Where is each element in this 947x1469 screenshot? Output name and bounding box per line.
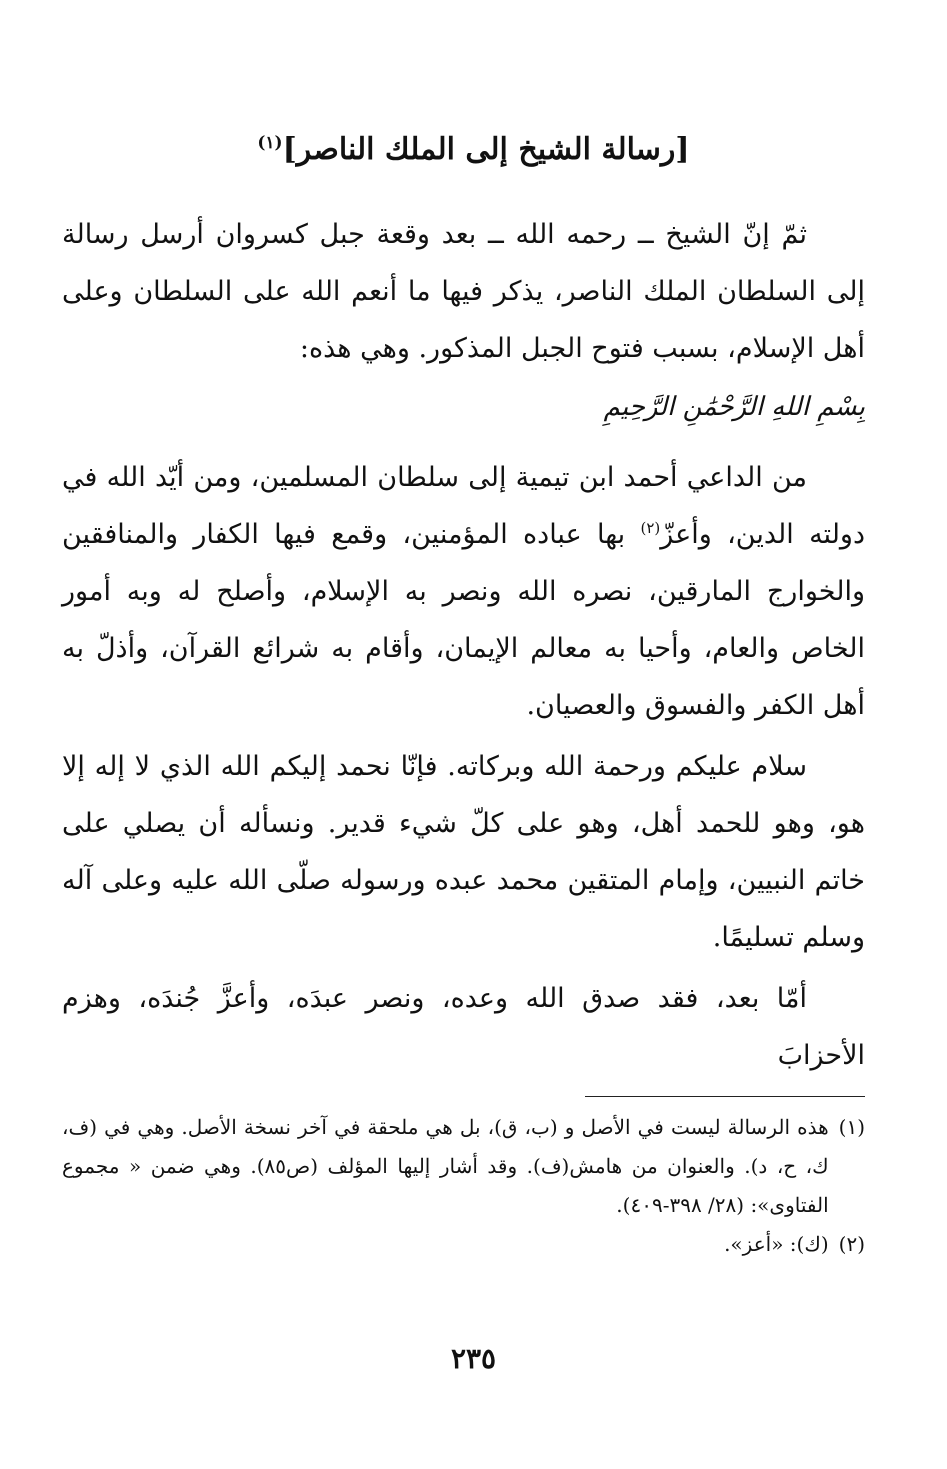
- footnotes: [62, 1108, 865, 1264]
- page-number: ٢٣٥: [450, 1342, 497, 1375]
- basmala-calligraphy: بِسْمِ اللهِ الرَّحْمَٰنِ الرَّحِيمِ: [603, 392, 865, 422]
- letter-opening-paragraph: [62, 449, 865, 734]
- section-title-text: [رسالة الشيخ إلى الملك الناصر]: [282, 132, 690, 167]
- closing-line: أمّا بعد، فقد صدق الله وعده، ونصر عبدَه، وأعزَّ جُندَه، وهزم الأحزابَ: [62, 983, 865, 1071]
- letter-opening-part1: من الداعي أحمد ابن تيمية إلى سلطان المسلمين، ومن أيّد الله في دولته الدين، وأعزّ: [62, 462, 865, 550]
- footnote-divider: [585, 1096, 865, 1097]
- footnote-number: (٢): [838, 1232, 865, 1256]
- footnote-text: (ك): «أعز».: [724, 1232, 829, 1256]
- letter-opening-part2: بها عباده المؤمنين، وقمع فيها الكفار والمنافقين والخوارج المارقين، نصره الله ونصر به الإسلام، وأصلح له وبه أمور الخاص والعام، وأحيا به معالم الإيمان، وأقام به شرائع القرآن، وأذلّ به أهل الكفر والفسوق والعصيان.: [62, 519, 865, 721]
- intro-paragraph: ثمّ إنّ الشيخ ــ رحمه الله ــ بعد وقعة جبل كسروان أرسل رسالة إلى السلطان الملك الناصر، يذكر فيها ما أنعم الله على السلطان وعلى أهل الإسلام، بسبب فتوح الجبل المذكور. وهي هذه:: [62, 219, 865, 364]
- section-title: [60, 128, 887, 172]
- salutation-paragraph: سلام عليكم ورحمة الله وبركاته. فإنّا نحمد إليكم الله الذي لا إله إلا هو، وهو للحمد أهل، وهو على كلّ شيء قدير. ونسأله أن يصلي على خاتم النبيين، وإمام المتقين محمد عبده ورسوله صلّى الله عليه وعلى آله وسلم تسليمًا.: [62, 751, 865, 953]
- footnote-ref-2: (٢): [640, 519, 661, 537]
- footnote-item: [62, 1108, 865, 1225]
- footnote-item: [62, 1225, 865, 1264]
- main-text: [62, 206, 865, 1084]
- footnote-text: هذه الرسالة ليست في الأصل و (ب، ق)، بل هي ملحقة في آخر نسخة الأصل. وهي في (ف، ك، ح، د). والعنوان من هامش(ف). وقد أشار إليها المؤلف (ص٨٥). وهي ضمن « مجموع الفتاوى»: (٢٨/ ٣٩٨-٤٠٩).: [62, 1115, 829, 1217]
- footnote-number: (١): [838, 1115, 865, 1139]
- footnote-ref-1: (١): [257, 133, 283, 153]
